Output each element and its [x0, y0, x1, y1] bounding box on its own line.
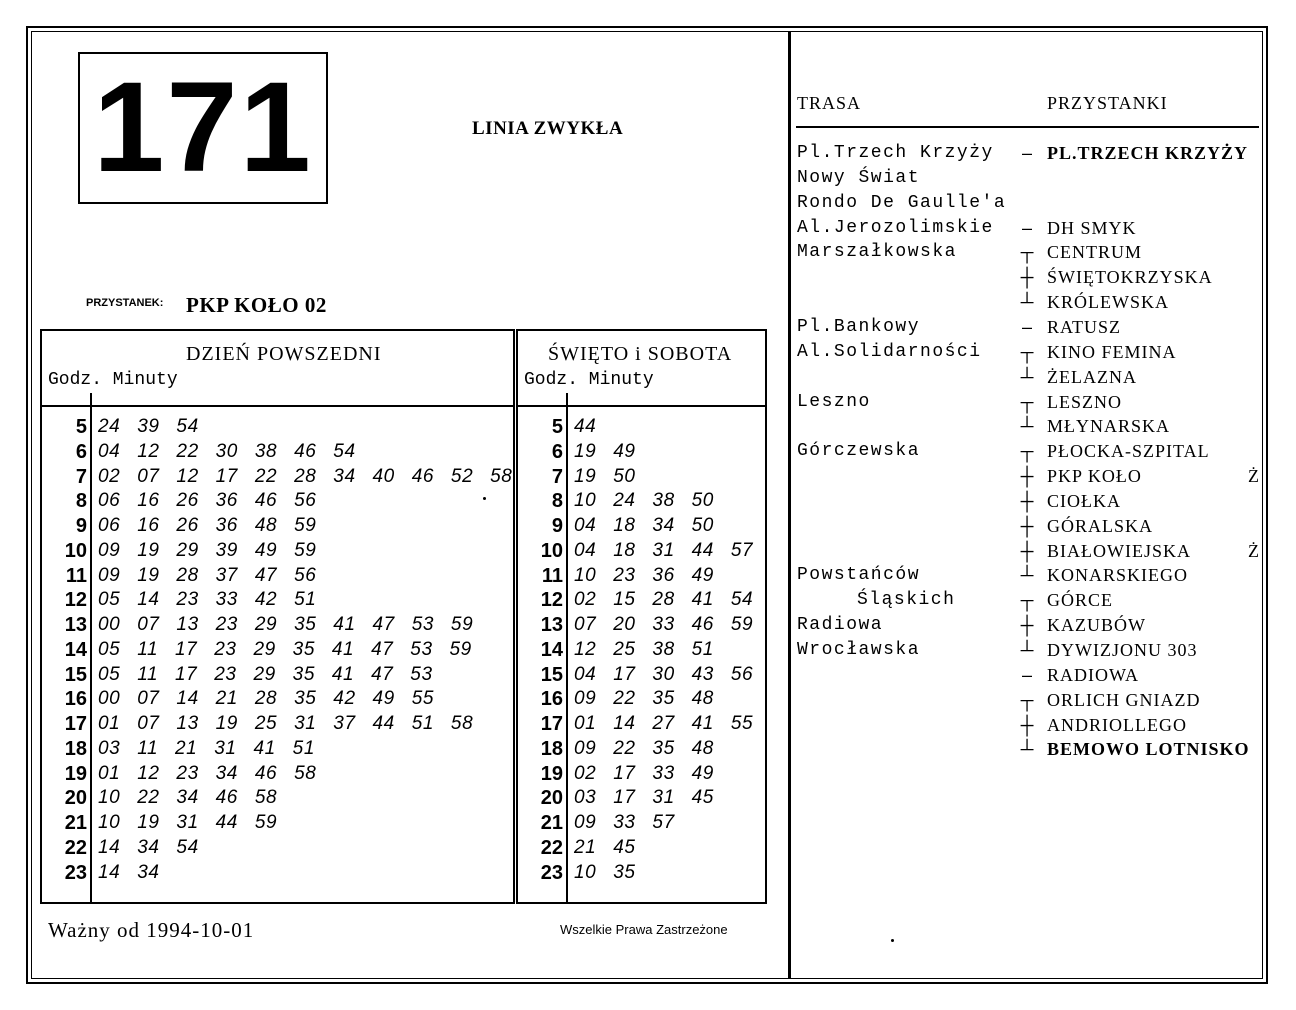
minutes-cell: 02 17 33 49 [574, 762, 714, 784]
timetable-row [518, 811, 765, 835]
route-stop: MŁYNARSKA [1047, 416, 1171, 437]
route-street: Radiowa [797, 615, 884, 636]
route-connector: ┬ [1020, 391, 1034, 412]
route-connector: ┴ [1020, 366, 1034, 387]
hour-cell: 13 [540, 614, 563, 636]
holiday-subheader: Godz. Minuty [524, 370, 654, 390]
on-demand-flag: Ż [1248, 466, 1259, 487]
timetable-row [42, 539, 513, 563]
route-stop: ORLICH GNIAZD [1047, 689, 1201, 710]
timetable-row [42, 786, 513, 810]
hour-cell: 8 [75, 490, 87, 513]
route-stop: BIAŁOWIEJSKA [1047, 540, 1191, 561]
hour-cell: 22 [64, 836, 87, 859]
route-connector: ┼ [1020, 267, 1034, 288]
rights-notice: Wszelkie Prawa Zastrzeżone [560, 922, 728, 937]
route-connector: ┬ [1020, 341, 1034, 362]
timetable-row [42, 415, 513, 439]
timetable-row [42, 687, 513, 711]
hour-cell: 10 [64, 539, 87, 562]
route-connector: ┴ [1020, 565, 1034, 586]
timetable-row [518, 712, 765, 736]
hour-cell: 5 [551, 416, 563, 438]
timetable-row [518, 861, 765, 885]
hour-cell: 23 [64, 861, 87, 884]
route-stop: PL.TRZECH KRZYŻY [1047, 143, 1249, 163]
minutes-cell: 03 11 21 31 41 51 [98, 737, 315, 759]
minutes-cell: 14 34 [98, 861, 160, 883]
minutes-cell: 09 19 28 37 47 56 [98, 564, 317, 586]
timetable-row [518, 415, 765, 439]
minutes-cell: 07 20 33 46 59 [574, 614, 754, 635]
route-stop: LESZNO [1047, 391, 1122, 412]
minutes-cell: 04 12 22 30 38 46 54 [98, 440, 356, 462]
weekday-header-rule [42, 405, 513, 407]
minutes-cell: 02 07 12 17 22 28 34 40 46 52 58 [98, 465, 513, 487]
timetable-row [518, 786, 765, 810]
route-connector: ┬ [1020, 242, 1034, 263]
minutes-cell: 09 33 57 [574, 812, 675, 833]
hour-cell: 14 [64, 638, 87, 661]
route-street: Wrocławska [797, 640, 921, 660]
route-street: Nowy Świat [797, 167, 921, 188]
route-connector: ┬ [1020, 689, 1034, 710]
hour-cell: 17 [64, 713, 87, 735]
route-stop: CENTRUM [1047, 242, 1143, 263]
minutes-cell: 05 11 17 23 29 35 41 47 53 59 [98, 638, 472, 660]
minutes-cell: 44 [574, 416, 597, 437]
minutes-cell: 10 23 36 49 [574, 564, 714, 586]
hour-cell: 21 [540, 812, 563, 834]
route-street: Pl.Bankowy [797, 316, 921, 337]
minutes-cell: 10 24 38 50 [574, 490, 714, 512]
timetable-row [42, 465, 513, 489]
timetable-row [42, 613, 513, 637]
route-stop: KONARSKIEGO [1047, 565, 1188, 586]
route-stop: KAZUBÓW [1047, 615, 1146, 636]
timetable-row [518, 638, 765, 662]
route-stop: PŁOCKA-SZPITAL [1047, 441, 1210, 462]
hour-cell: 6 [551, 440, 563, 463]
minutes-cell: 09 22 35 48 [574, 688, 714, 710]
route-street: Al.Jerozolimskie [797, 217, 994, 238]
route-connector: ┼ [1020, 540, 1034, 561]
minutes-cell: 12 25 38 51 [574, 638, 714, 660]
minutes-cell: 09 19 29 39 49 59 [98, 539, 317, 561]
minutes-cell: 10 35 [574, 861, 636, 883]
route-connector: ┼ [1020, 615, 1034, 636]
route-stop: CIOŁKA [1047, 490, 1121, 511]
route-stop: DYWIZJONU 303 [1047, 640, 1198, 660]
hour-cell: 7 [551, 465, 563, 488]
route-connector: ┼ [1020, 490, 1034, 511]
timetable-row [518, 836, 765, 860]
hour-cell: 19 [64, 762, 87, 785]
route-connector: ┴ [1020, 292, 1034, 313]
route-connector: ┼ [1020, 515, 1034, 536]
route-stop: KRÓLEWSKA [1047, 292, 1169, 313]
minutes-cell: 06 16 26 36 48 59 [98, 515, 317, 536]
hour-cell: 12 [540, 589, 563, 612]
timetable-row [518, 489, 765, 513]
minutes-cell: 19 50 [574, 465, 636, 487]
minutes-cell: 02 15 28 41 54 [574, 589, 754, 611]
route-stop: GÓRCE [1047, 590, 1114, 611]
line-number-box [78, 52, 328, 204]
minutes-cell: 01 12 23 34 46 58 [98, 762, 317, 784]
route-stop: GÓRALSKA [1047, 515, 1154, 536]
stops-header: PRZYSTANKI [1047, 93, 1168, 113]
minutes-cell: 06 16 26 36 46 56 [98, 490, 317, 512]
route-connector: – [1021, 143, 1032, 163]
timetable-row [42, 861, 513, 885]
timetable-row [42, 514, 513, 538]
minutes-cell: 01 14 27 41 55 [574, 713, 754, 734]
minutes-cell: 04 17 30 43 56 [574, 663, 754, 685]
minutes-cell: 05 14 23 33 42 51 [98, 589, 317, 611]
minutes-cell: 10 22 34 46 58 [98, 787, 278, 809]
route-header-rule [796, 126, 1259, 128]
route-connector: – [1021, 217, 1032, 238]
route-header: TRASA [797, 93, 862, 113]
route-connector: ┬ [1020, 590, 1034, 611]
hour-cell: 7 [75, 465, 87, 488]
route-stop: PKP KOŁO [1047, 466, 1142, 487]
holiday-header-rule [518, 405, 765, 407]
minutes-cell: 24 39 54 [98, 416, 199, 437]
minutes-cell: 04 18 34 50 [574, 515, 714, 536]
valid-from: Ważny od 1994-10-01 [48, 918, 255, 942]
timetable-row [518, 564, 765, 588]
hour-cell: 18 [64, 737, 87, 760]
route-stop: KINO FEMINA [1047, 341, 1177, 362]
timetable-row [42, 712, 513, 736]
hour-cell: 15 [540, 663, 563, 686]
hour-cell: 20 [64, 787, 87, 810]
minutes-cell: 10 19 31 44 59 [98, 812, 278, 833]
route-connector: ┼ [1020, 714, 1034, 735]
hour-cell: 19 [540, 762, 563, 785]
hour-cell: 22 [540, 836, 563, 859]
route-stop: ANDRIOLLEGO [1047, 714, 1187, 735]
line-type: LINIA ZWYKŁA [472, 118, 624, 139]
route-street: Pl.Trzech Krzyży [797, 143, 994, 163]
timetable-row [518, 514, 765, 538]
hour-cell: 9 [75, 515, 87, 537]
timetable-row [42, 489, 513, 513]
weekday-timetable [40, 329, 515, 904]
print-speck [891, 939, 894, 942]
route-connector: ┼ [1020, 466, 1034, 487]
hour-cell: 5 [75, 416, 87, 438]
timetable-row [42, 638, 513, 662]
hour-cell: 11 [541, 564, 563, 587]
minutes-cell: 14 34 54 [98, 836, 199, 858]
route-connector: – [1021, 664, 1032, 685]
route-stop: BEMOWO LOTNISKO [1047, 739, 1250, 760]
holiday-title: ŚWIĘTO i SOBOTA [548, 343, 733, 365]
hour-cell: 8 [551, 490, 563, 513]
minutes-cell: 09 22 35 48 [574, 737, 714, 759]
column-divider [788, 31, 791, 979]
holiday-timetable [516, 329, 767, 904]
route-connector: ┴ [1020, 640, 1034, 660]
minutes-cell: 04 18 31 44 57 [574, 539, 754, 561]
hour-cell: 21 [64, 812, 87, 834]
timetable-row [518, 613, 765, 637]
hour-cell: 9 [551, 515, 563, 537]
timetable-row [518, 687, 765, 711]
route-connector: ┬ [1020, 441, 1034, 462]
hour-cell: 20 [540, 787, 563, 810]
timetable-row [518, 440, 765, 464]
timetable-row [42, 762, 513, 786]
route-connector: – [1021, 316, 1032, 337]
hour-cell: 15 [64, 663, 87, 686]
timetable-row [518, 737, 765, 761]
hour-cell: 17 [540, 713, 563, 735]
route-street: Leszno [797, 391, 871, 412]
stop-label: PRZYSTANEK: [86, 297, 164, 309]
timetable-row [42, 588, 513, 612]
minutes-cell: 00 07 13 23 29 35 41 47 53 59 [98, 614, 474, 635]
minutes-cell: 00 07 14 21 28 35 42 49 55 [98, 688, 435, 710]
timetable-row [42, 564, 513, 588]
hour-cell: 13 [64, 614, 87, 636]
on-demand-flag: Ż [1248, 540, 1259, 561]
route-stop: ŻELAZNA [1047, 366, 1137, 387]
weekday-title: DZIEŃ POWSZEDNI [186, 343, 382, 365]
timetable-row [518, 762, 765, 786]
hour-cell: 6 [75, 440, 87, 463]
timetable-row [518, 465, 765, 489]
hour-cell: 16 [540, 688, 563, 711]
route-stop: DH SMYK [1047, 217, 1137, 238]
route-street: Górczewska [797, 441, 921, 462]
route-street: Al.Solidarności [797, 341, 982, 362]
route-connector: ┴ [1020, 416, 1034, 437]
minutes-cell: 05 11 17 23 29 35 41 47 53 [98, 663, 433, 685]
timetable-row [518, 663, 765, 687]
hour-cell: 11 [65, 564, 87, 587]
timetable-row [42, 663, 513, 687]
timetable-row [518, 539, 765, 563]
timetable-row [42, 737, 513, 761]
route-street: Powstańców [797, 565, 921, 586]
hour-cell: 18 [540, 737, 563, 760]
stop-name: PKP KOŁO 02 [186, 293, 327, 317]
route-stop: RATUSZ [1047, 316, 1122, 337]
hour-cell: 16 [64, 688, 87, 711]
weekday-subheader: Godz. Minuty [48, 370, 178, 390]
minutes-cell: 21 45 [574, 836, 636, 858]
hour-cell: 23 [540, 861, 563, 884]
timetable-row [518, 588, 765, 612]
timetable-row [42, 440, 513, 464]
route-street: Śląskich [857, 590, 956, 611]
hour-cell: 10 [540, 539, 563, 562]
print-speck [483, 497, 486, 500]
minutes-cell: 19 49 [574, 440, 636, 462]
minutes-cell: 01 07 13 19 25 31 37 44 51 58 [98, 713, 474, 734]
line-number: 171 [93, 56, 313, 199]
route-connector: ┴ [1020, 739, 1034, 760]
route-street: Rondo De Gaulle'a [797, 192, 1007, 213]
timetable-row [42, 811, 513, 835]
route-stop: ŚWIĘTOKRZYSKA [1047, 267, 1213, 288]
minutes-cell: 03 17 31 45 [574, 787, 714, 809]
hour-cell: 12 [64, 589, 87, 612]
hour-cell: 14 [540, 638, 563, 661]
route-stop: RADIOWA [1047, 664, 1139, 685]
timetable-row [42, 836, 513, 860]
route-street: Marszałkowska [797, 242, 957, 263]
